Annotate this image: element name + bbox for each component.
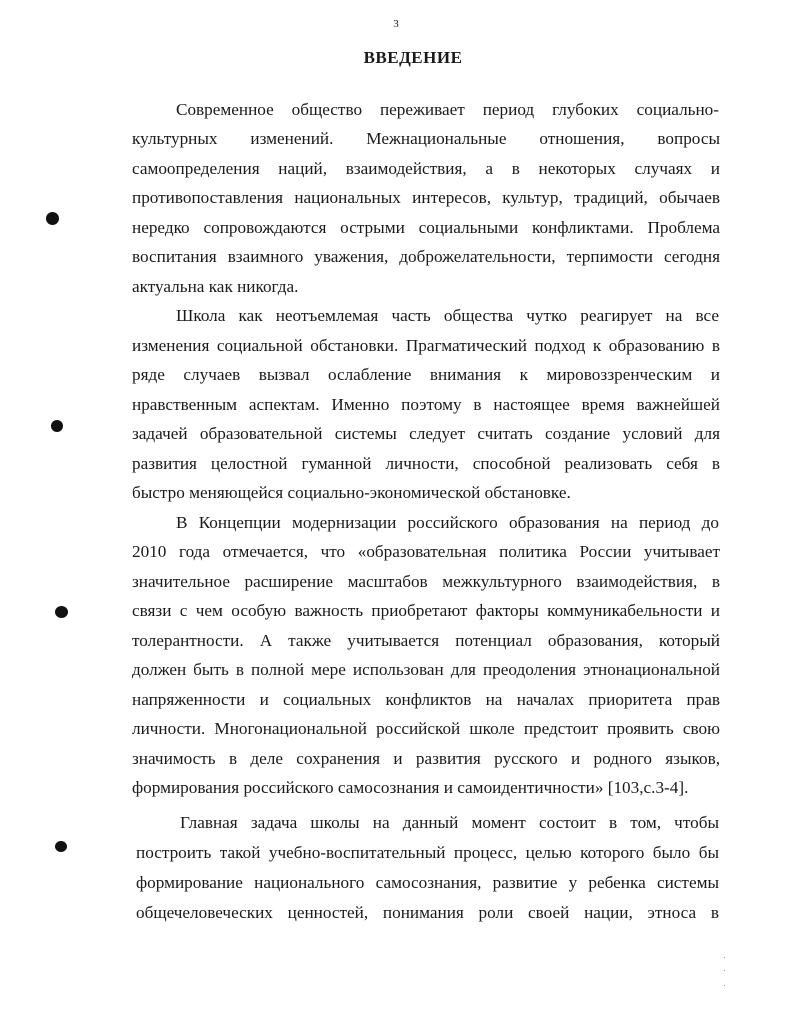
text-line: толерантности. А также учитывается потенциал образования, который [132,631,720,650]
text-line: напряженности и социальных конфликтов на началах приоритета прав [132,690,720,709]
text-line: развития целостной гуманной личности, способной реализовать себя в [132,454,720,473]
text-line: актуальна как никогда. [132,277,299,296]
text-line: задачей образовательной системы следует считать создание условий для [132,424,720,443]
text-line: изменения социальной обстановки. Прагматический подход к образованию в [132,336,720,355]
text-line: В Концепции модернизации российского образования на период до [176,513,719,532]
text-line: связи с чем особую важность приобретают факторы коммуникабельности и [132,601,720,620]
text-line: быстро меняющейся социально-экономической обстановке. [132,483,571,502]
text-line: формирования российского самосознания и самоидентичности» [103,с.3-4]. [132,778,689,797]
text-line: самоопределения наций, взаимодействия, а в некоторых случаях и [132,159,720,178]
text-line: общечеловеческих ценностей, понимания роли своей нации, этноса в [136,903,719,922]
text-line: нравственным аспектам. Именно поэтому в настоящее время важнейшей [132,395,720,414]
text-line: ряде случаев вызвал ослабление внимания к мировоззренческим и [132,365,720,384]
text-line: нередко сопровождаются острыми социальными конфликтами. Проблема [132,218,720,237]
text-line: построить такой учебно-воспитательный процесс, целью которого было бы [136,843,719,862]
text-line: 2010 года отмечается, что «образовательная политика России учитывает [132,542,720,561]
text-line: Школа как неотъемлемая часть общества чутко реагирует на все [176,306,719,325]
scan-speck [724,985,725,986]
text-line: Современное общество переживает период глубоких социально- [176,100,719,119]
text-line: личности. Многонациональной российской школе предстоит проявить свою [132,719,720,738]
punch-hole-mark [55,606,68,618]
page-title: ВВЕДЕНИЕ [363,48,463,67]
scan-speck [724,957,725,958]
text-line: формирование национального самосознания, развитие у ребенка системы [136,873,719,892]
text-line: противопоставления национальных интересов, культур, традиций, обычаев [132,188,720,207]
text-line: Главная задача школы на данный момент состоит в том, чтобы [180,813,719,832]
text-line: значимость в деле сохранения и развития русского и родного языков, [132,749,720,768]
text-line: культурных изменений. Межнациональные отношения, вопросы [132,129,720,148]
page-number: 3 [393,18,399,30]
punch-hole-mark [46,212,59,225]
text-line: значительное расширение масштабов межкультурного взаимодействия, в [132,572,720,591]
text-line: воспитания взаимного уважения, доброжелательности, терпимости сегодня [132,247,720,266]
punch-hole-mark [55,841,67,852]
punch-hole-mark [51,420,63,432]
scan-speck [724,970,725,971]
text-line: должен быть в полной мере использован для преодоления этнонациональной [132,660,720,679]
